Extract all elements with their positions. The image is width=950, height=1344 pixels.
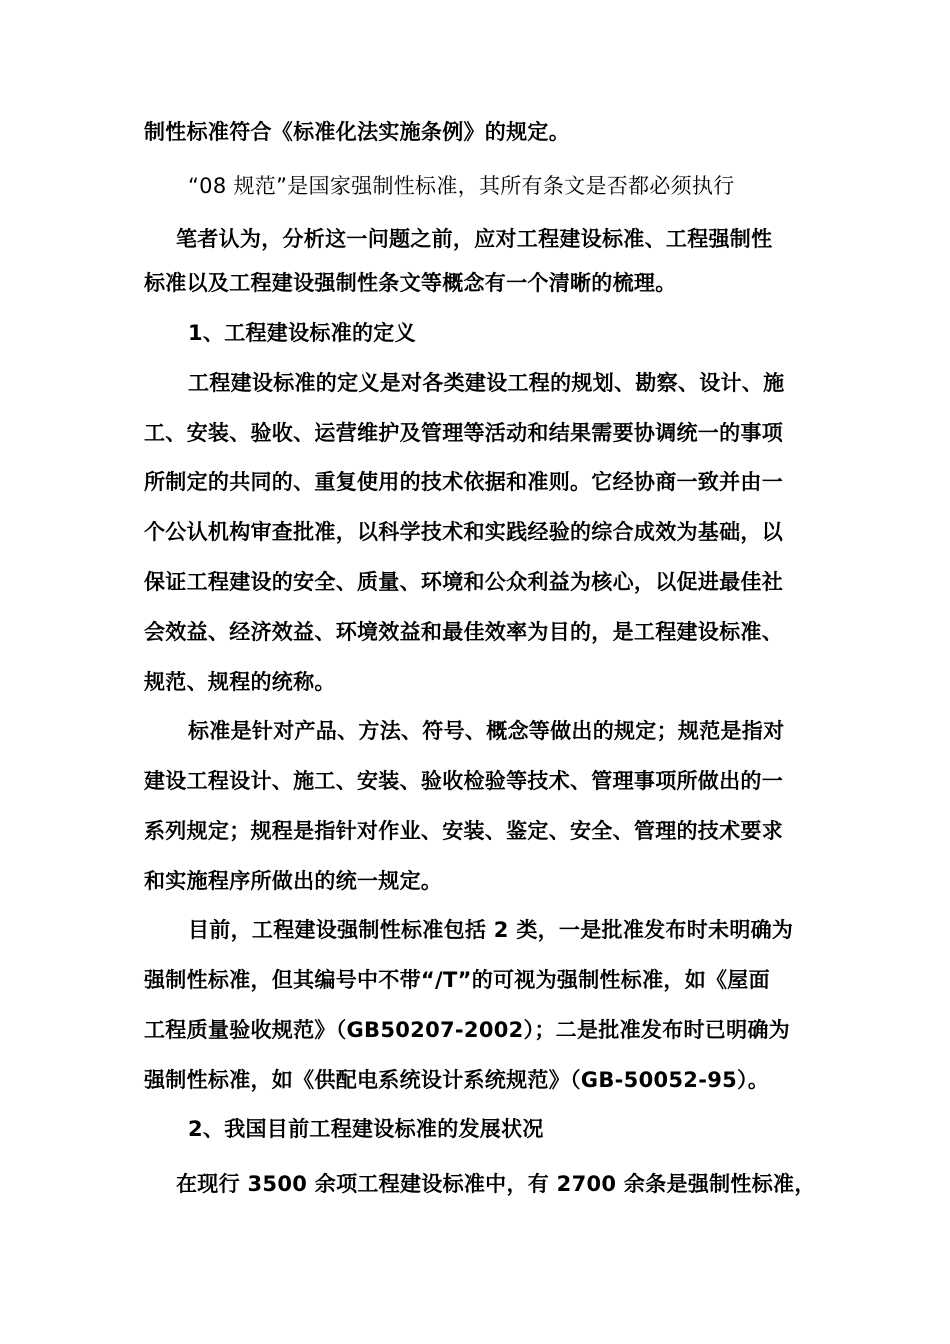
text-line: 笔者认为，分析这一问题之前，应对工程建设标准、工程强制性 — [176, 227, 773, 251]
text-line: 强制性标准，但其编号中不带“/T”的可视为强制性标准，如《屋面 — [144, 968, 770, 992]
text-line: 会效益、经济效益、环境效益和最佳效率为目的，是工程建设标准、 — [144, 620, 783, 644]
text-line: 所制定的共同的、重复使用的技术依据和准则。它经协商一致并由一 — [144, 470, 783, 494]
text-line: 保证工程建设的安全、质量、环境和公众利益为核心，以促进最佳社 — [144, 570, 783, 594]
text-line: 标准以及工程建设强制性条文等概念有一个清晰的梳理。 — [144, 271, 677, 295]
text-line: 建设工程设计、施工、安装、验收检验等技术、管理事项所做出的一 — [144, 769, 783, 793]
text-line: 制性标准符合《标准化法实施条例》的规定。 — [144, 120, 570, 144]
text-line: 工程质量验收规范》（GB50207-2002）；二是批准发布时已明确为 — [144, 1018, 790, 1042]
text-line: 强制性标准，如《供配电系统设计系统规范》（GB-50052-95）。 — [144, 1068, 770, 1092]
text-line: 工、安装、验收、运营维护及管理等活动和结果需要协调统一的事项 — [144, 421, 783, 445]
text-line: “08 规范”是国家强制性标准，其所有条文是否都必须执行 — [188, 174, 735, 198]
text-line: 规范、规程的统称。 — [144, 670, 336, 694]
text-line: 在现行 3500 余项工程建设标准中，有 2700 余条是强制性标准， — [176, 1172, 816, 1196]
section-heading: 2、我国目前工程建设标准的发展状况 — [188, 1117, 544, 1141]
text-line: 目前，工程建设强制性标准包括 2 类，一是批准发布时未明确为 — [188, 918, 794, 942]
text-line: 工程建设标准的定义是对各类建设工程的规划、勘察、设计、施 — [188, 371, 785, 395]
text-line: 系列规定；规程是指针对作业、安装、鉴定、安全、管理的技术要求 — [144, 819, 783, 843]
section-heading: 1、工程建设标准的定义 — [188, 321, 416, 345]
text-line: 和实施程序所做出的统一规定。 — [144, 869, 443, 893]
text-line: 个公认机构审查批准，以科学技术和实践经验的综合成效为基础，以 — [144, 520, 783, 544]
text-line: 标准是针对产品、方法、符号、概念等做出的规定；规范是指对 — [188, 719, 785, 743]
